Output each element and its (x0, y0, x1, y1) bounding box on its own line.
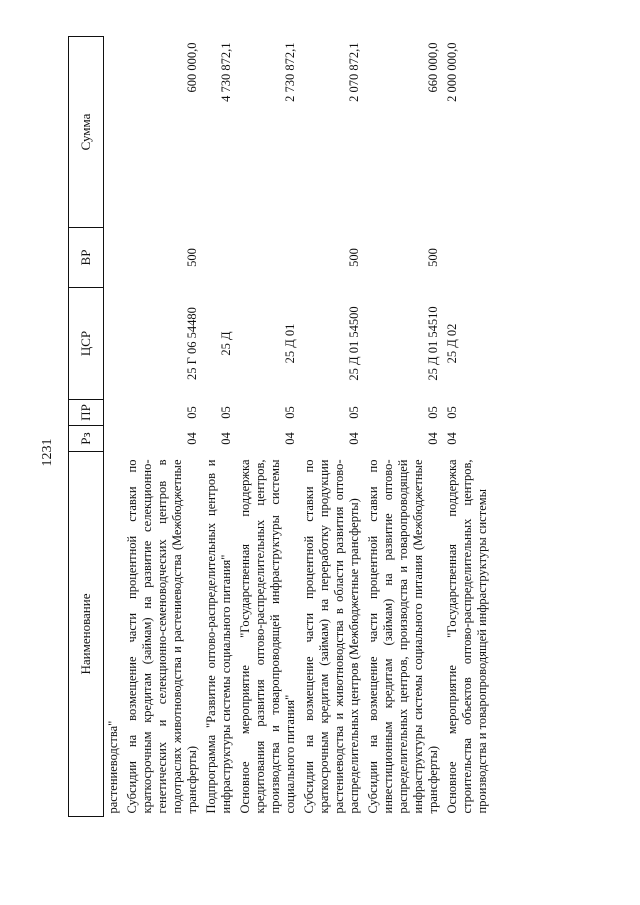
row-vr (236, 228, 300, 288)
table-row (364, 37, 443, 817)
row-sum: 2 070 872,1 (347, 42, 361, 102)
row-name: Субсидии на возмещение части процентной ставки по краткосрочным кредитам (займам) на переработку продукции растениеводства и животноводства в области развития оптово-распределительных центров (Межбюджетные трансферты) (302, 459, 361, 814)
table-row (443, 37, 492, 817)
row-csr: 25 Г 06 54480 (185, 307, 199, 380)
row-rz: 04 (347, 432, 361, 445)
row-csr: 25 Д 01 54500 (347, 306, 361, 381)
row-name: растениеводства" (106, 720, 120, 814)
header-name: Наименование (69, 452, 104, 817)
row-rz: 04 (185, 432, 199, 445)
row-csr: 25 Д 01 54510 (426, 306, 440, 381)
row-pr: 05 (185, 406, 199, 419)
table-header-row (69, 37, 104, 817)
row-name: Подпрограмма "Развитие оптово-распределительных центров и инфраструктуры системы социального питания" (204, 459, 233, 814)
row-rz: 04 (219, 432, 233, 445)
row-rz: 04 (283, 432, 297, 445)
row-sum (104, 37, 124, 228)
row-vr: 500 (426, 248, 440, 267)
row-pr: 05 (445, 406, 459, 419)
row-rz: 04 (426, 432, 440, 445)
row-pr: 05 (283, 406, 297, 419)
row-pr (104, 400, 124, 426)
row-vr: 500 (185, 248, 199, 267)
header-vr: ВР (69, 228, 104, 288)
row-vr: 500 (347, 248, 361, 267)
row-name: Основное мероприятие "Государственная поддержка строительства объектов оптово-распределительных центров, производства и товаропроводящей инфраструктуры системы (445, 459, 489, 814)
header-sum: Сумма (69, 37, 104, 228)
header-rz: Рз (69, 426, 104, 452)
row-pr: 05 (219, 406, 233, 419)
row-rz (104, 426, 124, 452)
row-csr: 25 Д (219, 331, 233, 356)
budget-table (68, 36, 492, 817)
row-sum: 2 000 000,0 (445, 42, 459, 102)
row-csr: 25 Д 02 (445, 323, 459, 364)
row-csr (104, 288, 124, 400)
row-csr: 25 Д 01 (283, 323, 297, 364)
row-vr (104, 228, 124, 288)
row-name: Субсидии на возмещение части процентной ставки по краткосрочным кредитам (займам) на развитие селекционно-генетических и селекционно-семеноводческих центров в подотраслях животноводства и растениеводства (Межбюджетные трансферты) (125, 459, 199, 814)
table-row (236, 37, 300, 817)
row-rz: 04 (445, 432, 459, 445)
header-csr: ЦСР (69, 288, 104, 400)
page-number: 1231 (40, 438, 55, 467)
row-name: Субсидии на возмещение части процентной ставки по инвестиционным кредитам (займам) на развитие оптово-распределительных центров, производства и товаропроводящей инфраструктуры системы социального питания (Межбюджетные трансферты) (366, 459, 440, 814)
row-sum: 4 730 872,1 (219, 42, 233, 102)
row-pr: 05 (347, 406, 361, 419)
row-vr (202, 228, 236, 288)
row-vr (443, 228, 492, 288)
row-sum: 2 730 872,1 (283, 42, 297, 102)
row-sum: 600 000,0 (185, 42, 199, 93)
table-row (300, 37, 364, 817)
header-pr: ПР (69, 400, 104, 426)
row-sum: 660 000,0 (426, 42, 440, 93)
row-name: Основное мероприятие "Государственная поддержка кредитования развития оптово-распределительных центров, производства и товаропроводящей инфраструктуры системы социального питания" (238, 459, 297, 814)
table-row (104, 37, 124, 817)
table-row (202, 37, 236, 817)
row-pr: 05 (426, 406, 440, 419)
table-row (123, 37, 202, 817)
